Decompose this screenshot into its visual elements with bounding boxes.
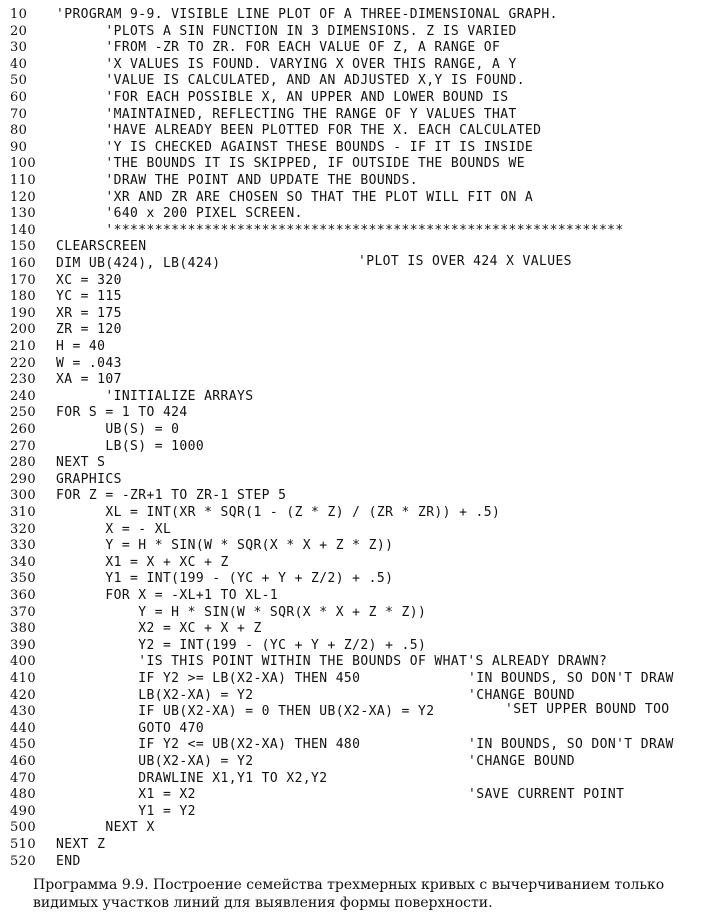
code-line bbox=[0, 504, 728, 522]
code-text: DRAWLINE X1,Y1 TO X2,Y2 bbox=[56, 770, 328, 786]
line-number: 430 bbox=[10, 704, 37, 720]
code-comment: 'IN BOUNDS, SO DON'T DRAW bbox=[468, 737, 674, 753]
code-text: 'XR AND ZR ARE CHOSEN SO THAT THE PLOT WILL FIT ON A bbox=[56, 189, 534, 205]
code-text: FOR Z = -ZR+1 TO ZR-1 STEP 5 bbox=[56, 488, 287, 504]
line-number: 320 bbox=[10, 521, 37, 537]
line-number: 410 bbox=[10, 671, 37, 686]
code-line bbox=[0, 72, 728, 90]
line-number: 500 bbox=[10, 820, 37, 836]
line-number: 100 bbox=[10, 156, 37, 172]
line-number: 250 bbox=[10, 405, 37, 421]
code-text: 'DRAW THE POINT AND UPDATE THE BOUNDS. bbox=[56, 173, 418, 188]
code-line bbox=[0, 222, 728, 240]
line-number: 70 bbox=[10, 106, 28, 122]
code-text: Y = H * SIN(W * SQR(X * X + Z * Z)) bbox=[56, 604, 427, 620]
code-text: X1 = X + XC + Z bbox=[56, 554, 229, 570]
code-line bbox=[0, 438, 728, 456]
code-text: H = 40 bbox=[56, 339, 106, 354]
code-text: XL = INT(XR * SQR(1 - (Z * Z) / (ZR * ZR)) + .5) bbox=[56, 505, 501, 520]
line-number: 520 bbox=[10, 853, 37, 869]
code-line bbox=[0, 770, 728, 788]
code-line bbox=[0, 736, 728, 754]
code-line bbox=[0, 670, 728, 688]
code-line bbox=[0, 305, 728, 323]
code-line bbox=[0, 487, 728, 505]
code-comment: 'PLOT IS OVER 424 X VALUES bbox=[358, 254, 572, 269]
code-text: 'PLOTS A SIN FUNCTION IN 3 DIMENSIONS. Z IS VARIED bbox=[56, 23, 517, 39]
code-line bbox=[0, 106, 728, 124]
figure-caption: Программа 9.9. Построение семейства трехмерных кривых с вычерчиванием только видимых участков линий для выявления формы поверхности. bbox=[33, 877, 665, 911]
line-number: 360 bbox=[10, 588, 37, 603]
code-line bbox=[0, 454, 728, 472]
line-number: 260 bbox=[10, 422, 37, 437]
code-line bbox=[0, 521, 728, 539]
code-line bbox=[0, 537, 728, 555]
line-number: 470 bbox=[10, 770, 37, 786]
code-text: FOR X = -XL+1 TO XL-1 bbox=[56, 588, 279, 603]
code-text: 'VALUE IS CALCULATED, AND AN ADJUSTED X,Y IS FOUND. bbox=[56, 73, 525, 89]
code-comment: 'CHANGE BOUND bbox=[468, 754, 575, 769]
code-line bbox=[0, 321, 728, 339]
code-line bbox=[0, 653, 728, 671]
line-number: 30 bbox=[10, 40, 28, 56]
line-number: 350 bbox=[10, 571, 37, 587]
code-text: XR = 175 bbox=[56, 305, 122, 321]
code-line bbox=[0, 388, 728, 406]
code-line bbox=[0, 122, 728, 140]
code-line bbox=[0, 604, 728, 622]
line-number: 190 bbox=[10, 305, 37, 321]
line-number: 20 bbox=[10, 23, 28, 39]
line-number: 60 bbox=[10, 90, 28, 105]
code-line bbox=[0, 421, 728, 439]
code-comment: 'SET UPPER BOUND TOO bbox=[505, 702, 670, 718]
code-line bbox=[0, 836, 728, 854]
code-line bbox=[0, 554, 728, 572]
code-text: 'INITIALIZE ARRAYS bbox=[56, 388, 254, 404]
code-text: LB(S) = 1000 bbox=[56, 438, 205, 454]
code-line bbox=[0, 355, 728, 373]
line-number: 510 bbox=[10, 837, 37, 852]
code-text: NEXT Z bbox=[56, 837, 106, 852]
code-line bbox=[0, 786, 728, 804]
code-text: 'Y IS CHECKED AGAINST THESE BOUNDS - IF IT IS INSIDE bbox=[56, 139, 534, 155]
code-line bbox=[0, 404, 728, 422]
code-text: GOTO 470 bbox=[56, 720, 205, 736]
code-text: W = .043 bbox=[56, 355, 122, 371]
code-line bbox=[0, 23, 728, 41]
code-line bbox=[0, 371, 728, 389]
line-number: 330 bbox=[10, 538, 37, 554]
code-comment: 'CHANGE BOUND bbox=[468, 687, 575, 703]
code-text: FOR S = 1 TO 424 bbox=[56, 405, 188, 421]
code-line bbox=[0, 205, 728, 223]
code-line bbox=[0, 853, 728, 870]
code-text: IF UB(X2-XA) = 0 THEN UB(X2-XA) = Y2 bbox=[56, 704, 435, 720]
line-number: 490 bbox=[10, 803, 37, 819]
code-line bbox=[0, 637, 728, 655]
code-text: '640 x 200 PIXEL SCREEN. bbox=[56, 206, 303, 222]
code-line bbox=[0, 89, 728, 107]
code-line bbox=[0, 803, 728, 821]
code-text: '************************************************************** bbox=[56, 222, 624, 238]
line-number: 200 bbox=[10, 322, 37, 338]
line-number: 270 bbox=[10, 438, 37, 454]
code-text: YC = 115 bbox=[56, 289, 122, 305]
line-number: 50 bbox=[10, 73, 28, 89]
line-number: 240 bbox=[10, 388, 37, 404]
code-line bbox=[0, 471, 728, 489]
line-number: 440 bbox=[10, 720, 37, 736]
code-line bbox=[0, 720, 728, 738]
code-text: DIM UB(424), LB(424) bbox=[56, 256, 221, 271]
code-line bbox=[0, 819, 728, 837]
line-number: 130 bbox=[10, 206, 37, 222]
line-number: 90 bbox=[10, 139, 28, 155]
code-text: LB(X2-XA) = Y2 bbox=[56, 687, 254, 703]
code-text: 'MAINTAINED, REFLECTING THE RANGE OF Y VALUES THAT bbox=[56, 106, 517, 122]
code-text: 'FOR EACH POSSIBLE X, AN UPPER AND LOWER BOUND IS bbox=[56, 90, 509, 105]
code-text: X1 = X2 bbox=[56, 787, 196, 803]
code-text: XA = 107 bbox=[56, 372, 122, 388]
line-number: 450 bbox=[10, 737, 37, 753]
code-text: X = - XL bbox=[56, 521, 172, 537]
code-text: Y2 = INT(199 - (YC + Y + Z/2) + .5) bbox=[56, 637, 427, 653]
code-text: IF Y2 <= UB(X2-XA) THEN 480 bbox=[56, 737, 361, 753]
line-number: 310 bbox=[10, 505, 37, 520]
code-text: Y1 = INT(199 - (YC + Y + Z/2) + .5) bbox=[56, 571, 394, 587]
line-number: 400 bbox=[10, 654, 37, 670]
code-text: X2 = XC + X + Z bbox=[56, 621, 262, 637]
code-line bbox=[0, 620, 728, 638]
code-comment: 'IN BOUNDS, SO DON'T DRAW bbox=[468, 671, 674, 686]
line-number: 180 bbox=[10, 289, 37, 305]
line-number: 290 bbox=[10, 471, 37, 487]
code-text: 'THE BOUNDS IT IS SKIPPED, IF OUTSIDE THE BOUNDS WE bbox=[56, 156, 525, 172]
line-number: 80 bbox=[10, 123, 28, 139]
code-line bbox=[0, 56, 728, 74]
line-number: 210 bbox=[10, 339, 37, 354]
line-number: 120 bbox=[10, 189, 37, 205]
line-number: 340 bbox=[10, 554, 37, 570]
code-line bbox=[0, 255, 728, 273]
line-number: 420 bbox=[10, 687, 37, 703]
code-line bbox=[0, 338, 728, 356]
code-text: 'IS THIS POINT WITHIN THE BOUNDS OF WHAT'S ALREADY DRAWN? bbox=[56, 654, 608, 670]
line-number: 10 bbox=[10, 7, 28, 22]
line-number: 140 bbox=[10, 222, 37, 238]
code-text: ZR = 120 bbox=[56, 322, 122, 338]
line-number: 460 bbox=[10, 754, 37, 769]
code-line bbox=[0, 189, 728, 207]
code-text: 'HAVE ALREADY BEEN PLOTTED FOR THE X. EACH CALCULATED bbox=[56, 123, 542, 139]
code-comment: 'SAVE CURRENT POINT bbox=[468, 787, 625, 803]
line-number: 390 bbox=[10, 637, 37, 653]
line-number: 220 bbox=[10, 355, 37, 371]
code-line bbox=[0, 570, 728, 588]
line-number: 160 bbox=[10, 256, 37, 271]
code-text: NEXT X bbox=[56, 820, 155, 836]
code-line bbox=[0, 703, 728, 721]
line-number: 280 bbox=[10, 455, 37, 471]
line-number: 230 bbox=[10, 372, 37, 388]
code-text: UB(S) = 0 bbox=[56, 422, 180, 437]
line-number: 380 bbox=[10, 621, 37, 637]
code-text: IF Y2 >= LB(X2-XA) THEN 450 bbox=[56, 671, 361, 686]
code-line bbox=[0, 6, 728, 24]
code-line bbox=[0, 39, 728, 57]
code-line bbox=[0, 272, 728, 290]
line-number: 480 bbox=[10, 787, 37, 803]
code-text: 'FROM -ZR TO ZR. FOR EACH VALUE OF Z, A RANGE OF bbox=[56, 40, 501, 56]
code-text: Y = H * SIN(W * SQR(X * X + Z * Z)) bbox=[56, 538, 394, 554]
line-number: 110 bbox=[10, 173, 37, 188]
line-number: 300 bbox=[10, 488, 37, 504]
code-line bbox=[0, 288, 728, 306]
code-text: UB(X2-XA) = Y2 bbox=[56, 754, 254, 769]
line-number: 170 bbox=[10, 272, 37, 288]
code-text: 'PROGRAM 9-9. VISIBLE LINE PLOT OF A THREE-DIMENSIONAL GRAPH. bbox=[56, 7, 558, 22]
code-text: 'X VALUES IS FOUND. VARYING X OVER THIS RANGE, A Y bbox=[56, 56, 517, 72]
line-number: 150 bbox=[10, 239, 37, 255]
code-line bbox=[0, 753, 728, 771]
line-number: 370 bbox=[10, 604, 37, 620]
code-text: CLEARSCREEN bbox=[56, 239, 147, 255]
code-line bbox=[0, 155, 728, 173]
code-text: XC = 320 bbox=[56, 272, 122, 288]
code-text: Y1 = Y2 bbox=[56, 803, 196, 819]
code-line bbox=[0, 172, 728, 190]
code-text: END bbox=[56, 853, 81, 869]
code-text: GRAPHICS bbox=[56, 471, 122, 487]
code-line bbox=[0, 139, 728, 157]
line-number: 40 bbox=[10, 56, 28, 72]
code-line bbox=[0, 587, 728, 605]
code-text: NEXT S bbox=[56, 455, 106, 471]
